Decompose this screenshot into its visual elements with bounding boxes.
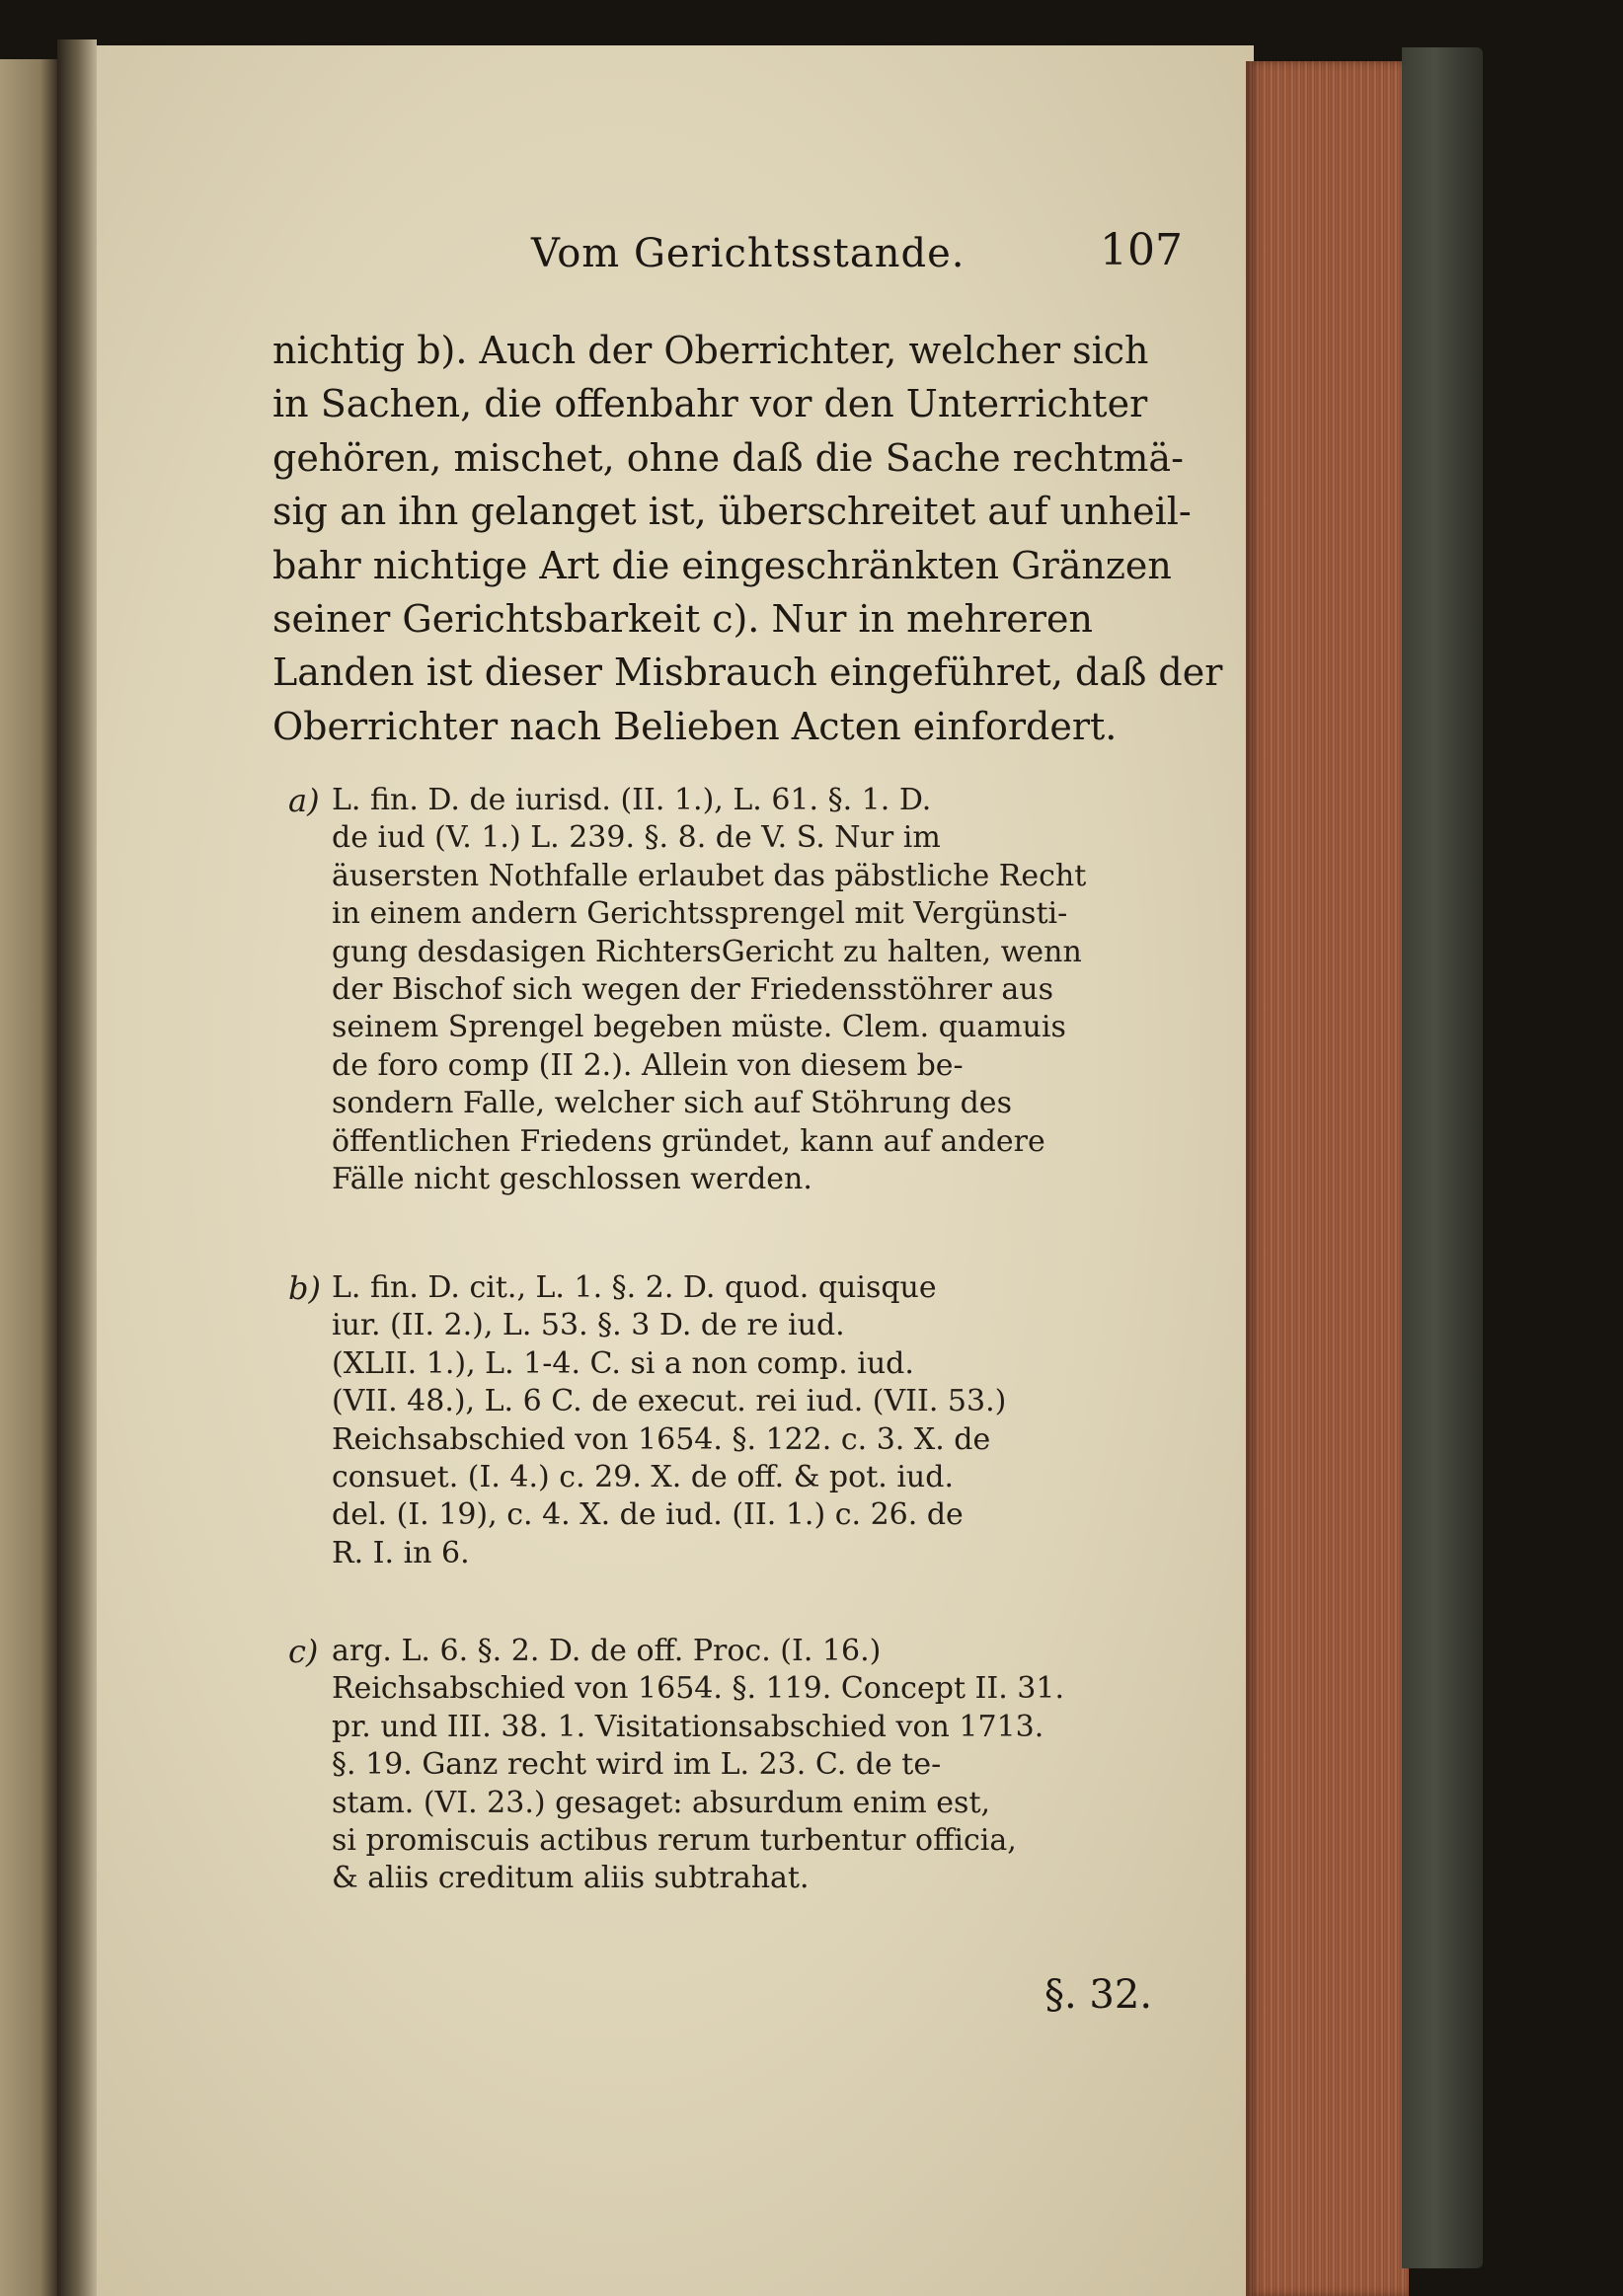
footnote-line: §. 19. Ganz recht wird im L. 23. C. de te-: [332, 1747, 942, 1783]
footnote-line: Reichsabschied von 1654. §. 122. c. 3. X. de: [332, 1421, 991, 1457]
footnote-line: Fälle nicht geschlossen werden.: [332, 1161, 812, 1196]
page-block-edges: [1246, 61, 1409, 2296]
footnote-line: äusersten Nothfalle erlaubet das päbstliche Recht: [332, 858, 1087, 893]
footnote-a: [288, 782, 1200, 1198]
footnote-marker: b): [288, 1269, 321, 1307]
footnote-line: & aliis creditum aliis subtrahat.: [332, 1861, 810, 1896]
binding-gutter: [57, 39, 97, 2296]
footnote-line: Reichsabschied von 1654. §. 119. Concept II. 31.: [332, 1671, 1065, 1707]
footnote-marker: c): [288, 1633, 319, 1670]
running-title: Vom Gerichtsstande.: [531, 231, 966, 276]
footnote-line: L. fin. D. de iurisd. (II. 1.), L. 61. §. 1. D.: [332, 783, 932, 817]
footnote-line: de iud (V. 1.) L. 239. §. 8. de V. S. Nur im: [332, 820, 941, 856]
footnote-line: pr. und III. 38. 1. Visitationsabschied von 1713.: [332, 1709, 1044, 1744]
text-line: seiner Gerichtsbarkeit c). Nur in mehreren: [272, 596, 1093, 641]
footnote-line: L. fin. D. cit., L. 1. §. 2. D. quod. quisque: [332, 1270, 937, 1305]
page-number: 107: [1100, 225, 1183, 275]
footnote-line: iur. (II. 2.), L. 53. §. 3 D. de re iud.: [332, 1308, 845, 1343]
footnote-line: stam. (VI. 23.) gesaget: absurdum enim est,: [332, 1785, 991, 1820]
text-line: Oberrichter nach Belieben Acten einfordert.: [272, 704, 1118, 748]
footnote-b: [288, 1269, 1200, 1572]
catchword: §. 32.: [1044, 1972, 1153, 2018]
text-line: sig an ihn gelanget ist, überschreitet auf unheil-: [272, 490, 1192, 534]
footnote-line: R. I. in 6.: [332, 1535, 470, 1570]
footnote-line: de foro comp (II 2.). Allein von diesem be-: [332, 1047, 964, 1083]
footnote-line: sondern Falle, welcher sich auf Stöhrung des: [332, 1086, 1012, 1121]
book-cover: [1402, 47, 1483, 2268]
footnote-line: si promiscuis actibus rerum turbentur officia,: [332, 1822, 1017, 1858]
text-line: nichtig b). Auch der Oberrichter, welcher sich: [272, 329, 1149, 372]
footnote-line: arg. L. 6. §. 2. D. de off. Proc. (I. 16.): [332, 1634, 882, 1668]
book-page: [97, 45, 1254, 2296]
footnote-line: gung desdasigen RichtersGericht zu halten, wenn: [332, 934, 1082, 969]
footnote-line: (XLII. 1.), L. 1-4. C. si a non comp. iud.: [332, 1345, 914, 1381]
footnote-line: consuet. (I. 4.) c. 29. X. de off. & pot. iud.: [332, 1459, 954, 1494]
text-line: Landen ist dieser Misbrauch eingeführet, daß der: [272, 651, 1223, 695]
main-paragraph: [272, 324, 1223, 753]
footnote-line: der Bischof sich wegen der Friedensstöhrer aus: [332, 971, 1054, 1007]
text-line: in Sachen, die offenbahr vor den Unterrichter: [272, 382, 1148, 426]
footnote-line: in einem andern Gerichtssprengel mit Vergünsti-: [332, 896, 1068, 932]
page-header: [531, 225, 1183, 284]
footnote-line: seinem Sprengel begeben müste. Clem. quamuis: [332, 1010, 1066, 1045]
footnote-line: del. (I. 19), c. 4. X. de iud. (II. 1.) c. 26. de: [332, 1497, 964, 1533]
footnote-line: öffentlichen Friedens gründet, kann auf andere: [332, 1123, 1045, 1159]
previous-page-edge: [0, 59, 57, 2296]
footnote-c: [288, 1633, 1200, 1898]
text-line: gehören, mischet, ohne daß die Sache rechtmä-: [272, 435, 1184, 480]
footnote-line: (VII. 48.), L. 6 C. de execut. rei iud. (VII. 53.): [332, 1384, 1007, 1419]
footnote-marker: a): [288, 782, 320, 819]
text-line: bahr nichtige Art die eingeschränkten Gränzen: [272, 543, 1172, 587]
